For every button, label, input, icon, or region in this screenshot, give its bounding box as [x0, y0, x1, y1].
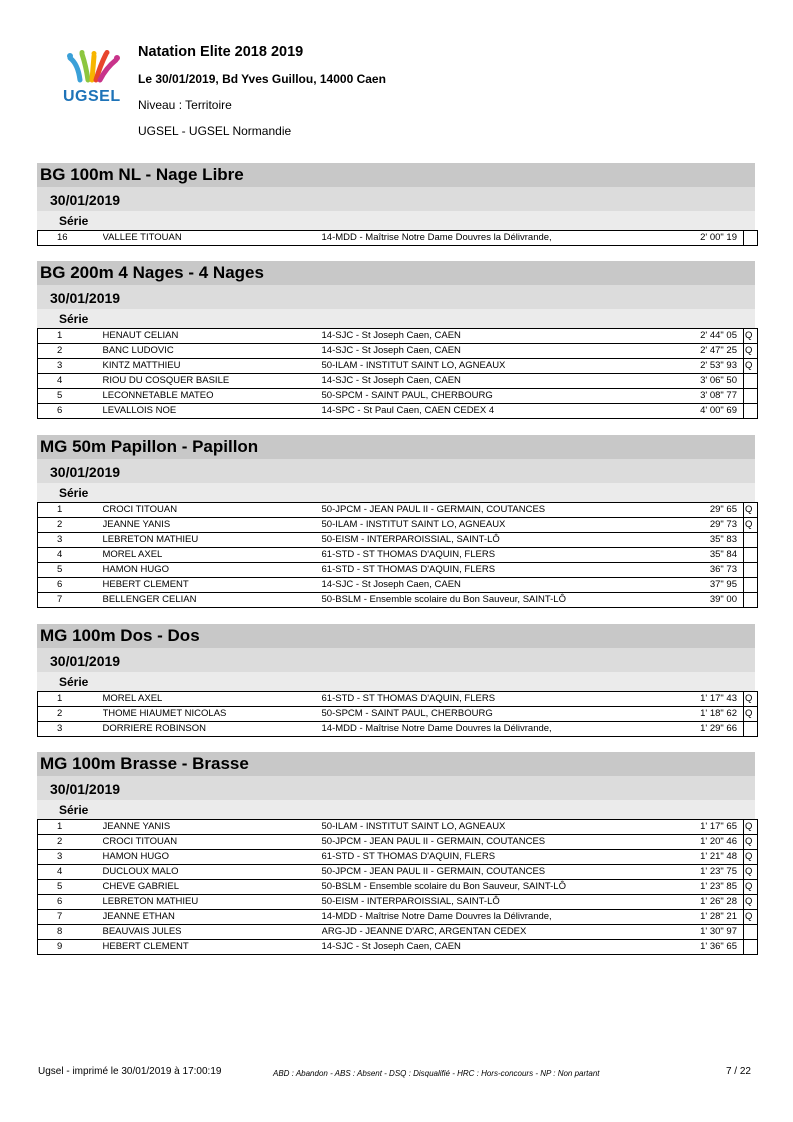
qualified-cell — [744, 563, 758, 578]
time-cell: 2' 00" 19 — [700, 232, 737, 243]
name-cell: MOREL AXEL — [103, 548, 322, 563]
rank-cell: 4 — [38, 374, 103, 389]
time-cell: 2' 44" 05 — [700, 330, 737, 341]
qualified-cell — [744, 404, 758, 419]
rank-cell: 1 — [57, 330, 63, 341]
name-cell: CROCI TITOUAN — [102, 504, 178, 515]
table-row — [38, 835, 758, 850]
name-cell: LECONNETABLE MATEO — [103, 389, 322, 404]
time-cell: 35" 84 — [676, 548, 744, 563]
event-level: Niveau : Territoire — [138, 98, 232, 112]
rank-cell: 6 — [38, 578, 103, 593]
results-table — [37, 502, 758, 608]
event-date: 30/01/2019 — [37, 187, 755, 211]
club-cell: 14-SJC - St Joseph Caen, CAEN — [322, 578, 676, 593]
qualified-cell: Q — [744, 895, 758, 910]
club-cell: 50-JPCM - JEAN PAUL II - GERMAIN, COUTANCES — [322, 865, 676, 880]
event-date: 30/01/2019 — [37, 648, 755, 672]
name-cell: DUCLOUX MALO — [103, 865, 322, 880]
name-cell: CROCI TITOUAN — [103, 835, 322, 850]
table-row — [38, 404, 758, 419]
qualified-cell: Q — [744, 820, 758, 835]
page-title: Natation Elite 2018 2019 — [138, 44, 304, 60]
rank-cell: 2 — [38, 707, 103, 722]
name-cell: JEANNE ETHAN — [103, 910, 322, 925]
rank-cell: 1 — [57, 504, 63, 515]
serie-label: Série — [37, 800, 755, 819]
time-cell: 1' 29" 66 — [676, 722, 744, 737]
rank-cell: 1 — [57, 821, 63, 832]
table-row — [38, 578, 758, 593]
table-row — [38, 518, 758, 533]
club-cell: 50-SPCM - SAINT PAUL, CHERBOURG — [322, 707, 676, 722]
table-row — [38, 692, 758, 707]
time-cell: 37" 95 — [676, 578, 744, 593]
name-cell: DORRIERE ROBINSON — [103, 722, 322, 737]
club-cell: 50-ILAM - INSTITUT SAINT LO, AGNEAUX — [321, 821, 506, 832]
qualified-cell — [744, 548, 758, 563]
table-row — [38, 910, 758, 925]
time-cell: 2' 53" 93 — [676, 359, 744, 374]
table-row — [38, 880, 758, 895]
rank-cell: 9 — [38, 940, 103, 955]
serie-label: Série — [37, 672, 755, 691]
name-cell: THOME HIAUMET NICOLAS — [103, 707, 322, 722]
club-cell: 50-BSLM - Ensemble scolaire du Bon Sauveur, SAINT-LÔ — [322, 593, 676, 608]
table-row — [38, 374, 758, 389]
rank-cell: 8 — [38, 925, 103, 940]
serie-label: Série — [37, 483, 755, 502]
serie-label: Série — [37, 309, 755, 328]
table-row — [38, 503, 758, 518]
qualified-cell — [744, 940, 758, 955]
rank-cell: 4 — [38, 865, 103, 880]
name-cell: HAMON HUGO — [103, 850, 322, 865]
table-row — [38, 533, 758, 548]
results-table — [37, 691, 758, 737]
club-cell: 50-EISM - INTERPAROISSIAL, SAINT-LÔ — [322, 533, 676, 548]
name-cell: HAMON HUGO — [103, 563, 322, 578]
logo-text: UGSEL — [63, 88, 121, 105]
table-row — [38, 344, 758, 359]
qualified-cell: Q — [744, 518, 758, 533]
club-cell: 14-MDD - Maîtrise Notre Dame Douvres la Délivrande, — [322, 722, 676, 737]
table-row — [38, 940, 758, 955]
qualified-cell: Q — [744, 692, 758, 707]
club-cell: 14-MDD - Maîtrise Notre Dame Douvres la Délivrande, — [322, 910, 676, 925]
name-cell: VALLEE TITOUAN — [102, 232, 182, 243]
qualified-cell — [744, 578, 758, 593]
time-cell: 4' 00" 69 — [676, 404, 744, 419]
time-cell: 36" 73 — [676, 563, 744, 578]
table-row — [38, 707, 758, 722]
rank-cell: 3 — [38, 533, 103, 548]
table-row — [38, 231, 758, 246]
table-row — [38, 895, 758, 910]
rank-cell: 7 — [38, 910, 103, 925]
name-cell: HEBERT CLEMENT — [103, 940, 322, 955]
time-cell: 1' 17" 65 — [700, 821, 737, 832]
results-table — [37, 819, 758, 955]
page-number: 7 / 22 — [725, 1066, 751, 1077]
club-cell: 50-ILAM - INSTITUT SAINT LO, AGNEAUX — [322, 518, 676, 533]
club-cell: 61-STD - ST THOMAS D'AQUIN, FLERS — [322, 548, 676, 563]
print-timestamp: Ugsel - imprimé le 30/01/2019 à 17:00:19 — [38, 1066, 222, 1077]
event-title: MG 100m Dos - Dos — [37, 624, 755, 648]
name-cell: LEVALLOIS NOE — [103, 404, 322, 419]
name-cell: CHEVE GABRIEL — [103, 880, 322, 895]
club-cell: 14-SPC - St Paul Caen, CAEN CEDEX 4 — [322, 404, 676, 419]
event-title: BG 200m 4 Nages - 4 Nages — [37, 261, 755, 285]
rank-cell: 3 — [38, 722, 103, 737]
table-row — [38, 865, 758, 880]
club-cell: 50-EISM - INTERPAROISSIAL, SAINT-LÔ — [322, 895, 676, 910]
event-date: 30/01/2019 — [37, 285, 755, 309]
name-cell: HEBERT CLEMENT — [103, 578, 322, 593]
qualified-cell: Q — [744, 344, 758, 359]
time-cell: 1' 23" 75 — [676, 865, 744, 880]
qualified-cell — [744, 925, 758, 940]
event-section — [37, 163, 755, 246]
time-cell: 29" 73 — [676, 518, 744, 533]
event-section — [37, 261, 755, 419]
qualified-cell: Q — [744, 329, 758, 344]
time-cell: 1' 36" 65 — [676, 940, 744, 955]
club-cell: 61-STD - ST THOMAS D'AQUIN, FLERS — [322, 563, 676, 578]
name-cell: LEBRETON MATHIEU — [103, 533, 322, 548]
name-cell: BANC LUDOVIC — [103, 344, 322, 359]
event-title: BG 100m NL - Nage Libre — [37, 163, 755, 187]
qualified-cell — [744, 533, 758, 548]
qualified-cell: Q — [744, 707, 758, 722]
qualified-cell: Q — [744, 910, 758, 925]
qualified-cell — [744, 593, 758, 608]
qualified-cell: Q — [744, 503, 758, 518]
rank-cell: 3 — [38, 359, 103, 374]
club-cell: 61-STD - ST THOMAS D'AQUIN, FLERS — [321, 693, 496, 704]
qualified-cell — [744, 722, 758, 737]
time-cell: 39" 00 — [676, 593, 744, 608]
rank-cell: 2 — [38, 344, 103, 359]
qualified-cell — [744, 389, 758, 404]
qualified-cell: Q — [744, 880, 758, 895]
club-cell: 50-JPCM - JEAN PAUL II - GERMAIN, COUTANCES — [321, 504, 546, 515]
time-cell: 1' 23" 85 — [676, 880, 744, 895]
event-organizer: UGSEL - UGSEL Normandie — [138, 124, 292, 138]
club-cell: 14-SJC - St Joseph Caen, CAEN — [322, 374, 676, 389]
name-cell: BEAUVAIS JULES — [103, 925, 322, 940]
time-cell: 29" 65 — [709, 504, 737, 515]
time-cell: 1' 30" 97 — [676, 925, 744, 940]
event-date: 30/01/2019 — [37, 776, 755, 800]
table-row — [38, 820, 758, 835]
rank-cell: 2 — [38, 835, 103, 850]
event-date-place: Le 30/01/2019, Bd Yves Guillou, 14000 Caen — [138, 72, 386, 86]
table-row — [38, 548, 758, 563]
qualified-cell: Q — [744, 359, 758, 374]
club-cell: 14-SJC - St Joseph Caen, CAEN — [321, 330, 461, 341]
time-cell: 3' 08" 77 — [676, 389, 744, 404]
club-cell: 14-MDD - Maîtrise Notre Dame Douvres la Délivrande, — [321, 232, 552, 243]
rank-cell: 6 — [38, 404, 103, 419]
qualified-cell — [744, 231, 758, 246]
rank-cell: 1 — [57, 693, 63, 704]
time-cell: 2' 47" 25 — [676, 344, 744, 359]
name-cell: BELLENGER CELIAN — [103, 593, 322, 608]
event-section — [37, 435, 755, 608]
table-row — [38, 389, 758, 404]
serie-label: Série — [37, 211, 755, 230]
club-cell: 61-STD - ST THOMAS D'AQUIN, FLERS — [322, 850, 676, 865]
rank-cell: 16 — [57, 232, 68, 243]
club-cell: 50-JPCM - JEAN PAUL II - GERMAIN, COUTANCES — [322, 835, 676, 850]
club-cell: 14-SJC - St Joseph Caen, CAEN — [322, 344, 676, 359]
time-cell: 1' 21" 48 — [676, 850, 744, 865]
rank-cell: 5 — [38, 389, 103, 404]
time-cell: 3' 06" 50 — [676, 374, 744, 389]
qualified-cell: Q — [744, 865, 758, 880]
table-row — [38, 850, 758, 865]
club-cell: 50-ILAM - INSTITUT SAINT LO, AGNEAUX — [322, 359, 676, 374]
event-section — [37, 624, 755, 737]
club-cell: 50-SPCM - SAINT PAUL, CHERBOURG — [322, 389, 676, 404]
table-row — [38, 359, 758, 374]
name-cell: KINTZ MATTHIEU — [103, 359, 322, 374]
qualified-cell — [744, 374, 758, 389]
name-cell: JEANNE YANIS — [103, 518, 322, 533]
results-table — [37, 230, 758, 246]
club-cell: 14-SJC - St Joseph Caen, CAEN — [322, 940, 676, 955]
rank-cell: 3 — [38, 850, 103, 865]
qualified-cell: Q — [744, 835, 758, 850]
event-title: MG 50m Papillon - Papillon — [37, 435, 755, 459]
table-row — [38, 722, 758, 737]
table-row — [38, 329, 758, 344]
table-row — [38, 593, 758, 608]
name-cell: MOREL AXEL — [102, 693, 163, 704]
time-cell: 35" 83 — [676, 533, 744, 548]
table-row — [38, 563, 758, 578]
event-section — [37, 752, 755, 955]
table-row — [38, 925, 758, 940]
time-cell: 1' 20" 46 — [676, 835, 744, 850]
event-title: MG 100m Brasse - Brasse — [37, 752, 755, 776]
rank-cell: 7 — [38, 593, 103, 608]
time-cell: 1' 26" 28 — [676, 895, 744, 910]
name-cell: LEBRETON MATHIEU — [103, 895, 322, 910]
results-table — [37, 328, 758, 419]
event-date: 30/01/2019 — [37, 459, 755, 483]
rank-cell: 5 — [38, 880, 103, 895]
rank-cell: 2 — [38, 518, 103, 533]
rank-cell: 4 — [38, 548, 103, 563]
club-cell: ARG-JD - JEANNE D'ARC, ARGENTAN CEDEX — [322, 925, 676, 940]
rank-cell: 5 — [38, 563, 103, 578]
time-cell: 1' 28" 21 — [676, 910, 744, 925]
qualified-cell: Q — [744, 850, 758, 865]
name-cell: JEANNE YANIS — [102, 821, 171, 832]
name-cell: HENAUT CELIAN — [102, 330, 179, 341]
name-cell: RIOU DU COSQUER BASILE — [103, 374, 322, 389]
club-cell: 50-BSLM - Ensemble scolaire du Bon Sauveur, SAINT-LÔ — [322, 880, 676, 895]
abbreviation-legend: ABD : Abandon - ABS : Absent - DSQ : Disqualifié - HRC : Hors-concours - NP : Non partant — [273, 1069, 600, 1078]
rank-cell: 6 — [38, 895, 103, 910]
time-cell: 1' 17" 43 — [700, 693, 737, 704]
time-cell: 1' 18" 62 — [676, 707, 744, 722]
